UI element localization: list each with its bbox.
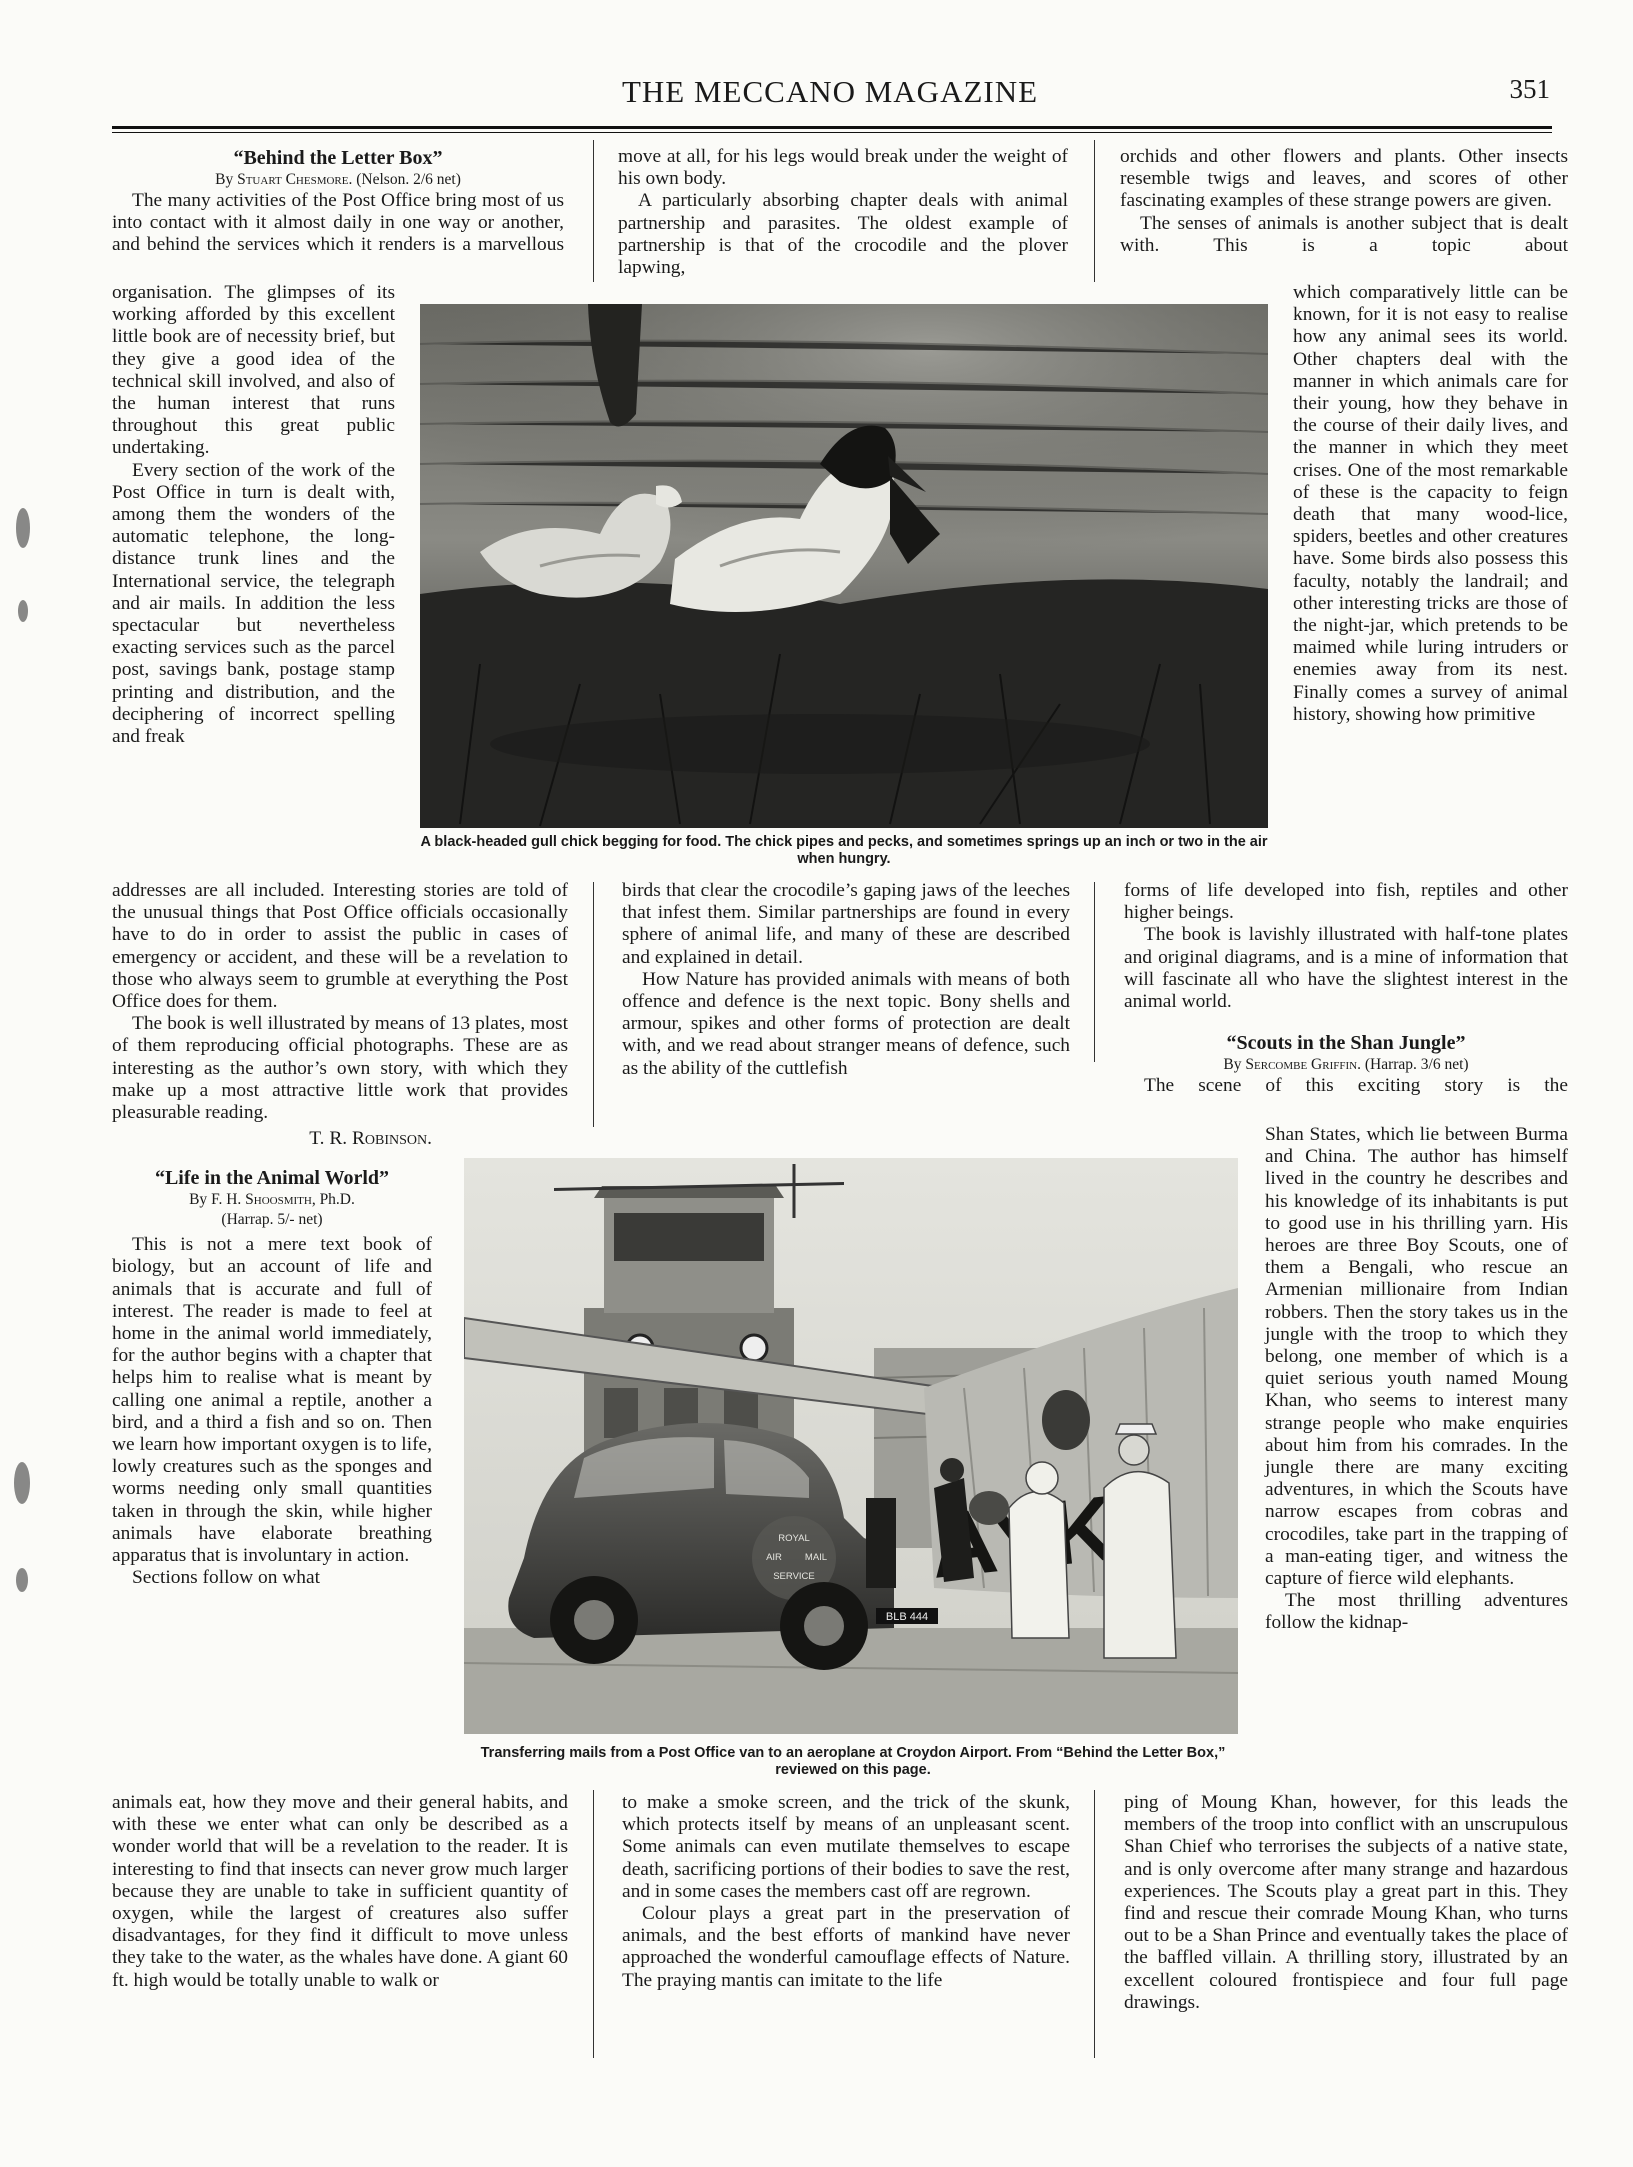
gull-photo-art: [420, 304, 1268, 828]
paragraph: Colour plays a great part in the preservation of animals, and the best efforts of mankind have never approached the wonderful camouflage effects of Nature. The praying mantis can imitate to the life: [622, 1903, 1070, 1991]
column-1-bottom: [112, 1792, 568, 1992]
punch-hole-mark: [18, 600, 28, 622]
paragraph: How Nature has provided animals with means of both offence and defence is the next topic. Bony shells and armour, spikes and other forms of protection are dealt with, and we read about stranger means of defence, such as the ability of the cuttlefish: [622, 968, 1070, 1079]
van-lettering-service: SERVICE: [773, 1571, 815, 1582]
paragraph: Sections follow on what: [132, 1567, 320, 1589]
magazine-title: THE MECCANO MAGAZINE: [621, 74, 1039, 109]
column-2-middle: [622, 880, 1070, 1080]
paragraph: animals eat, how they move and their general habits, and with these we enter what can only be described as a wonder world that will be a revelation to the reader. It is interesting to find that insects can never grow much larger because they are unable to take in sufficient quantity of oxygen, while the largest of creatures also suffer disadvantages, for they find it difficult to move unless they take to the water, as the whales have done. A giant 60 ft. high would be totally unable to walk or: [112, 1792, 568, 1991]
airport-caption: Transferring mails from a Post Office van to an aeroplane at Croydon Airport. From “Behind the Letter Box,” reviewed on this page.: [480, 1745, 1226, 1778]
column-3-narrow: [1293, 282, 1568, 726]
column-3-top: [1120, 146, 1568, 257]
reviewer-signature: T. R. Robinson.: [309, 1128, 432, 1149]
paragraph: This is not a mere text book of biology, but an account of life and animals that is accurate and full of interest. The reader is made to feel at home in the animal world immediately, for the author begins with a chapter that helps him to realise what is meant by calling one animal a reptile, another a bird, and a third a fish and so on. Then we learn how important oxygen is to life, lowly creatures such as the sponges and worms needing only small quantities taken in through the skin, while higher animals have elaborate breathing apparatus that is involuntary in action.: [112, 1234, 432, 1567]
column-2-bottom: [622, 1792, 1070, 1992]
paragraph: The senses of animals is another subject that is dealt with. This is a topic about: [1120, 212, 1568, 256]
van-lettering-air: AIR: [766, 1552, 782, 1563]
review-title-animal-world: “Life in the Animal World”: [154, 1167, 390, 1190]
publisher-animal-world: (Harrap. 5/- net): [221, 1211, 323, 1229]
paragraph: addresses are all included. Interesting stories are told of the unusual things that Post Office officials occasionally have to do in order to assist the public in cases of emergency or accident, and these will be a revelation to those who always seem to grumble at everything the Post Office does for them.: [112, 880, 568, 1013]
paragraph: The many activities of the Post Office bring most of us into contact with it almost daily in one way or another, and behind the services which it renders is a marvellous: [112, 190, 564, 256]
paragraph: which comparatively little can be known, for it is not easy to realise how any animal sees its world. Other chapters deal with the manner in which animals care for their young, how they behave in the course of their daily lives, and the manner in which they meet crises. One of the most remarkable of these is the capacity to feign death that many wood-lice, spiders, beetles and other creatures have. Some birds also possess this faculty, notably the landrail; and other interesting tricks are those of the night-jar, which pretends to be maimed while luring intruders or enemies away from its nest. Finally comes a survey of animal history, showing how primitive: [1293, 282, 1568, 725]
paragraph: birds that clear the crocodile’s gaping jaws of the leeches that infest them. Similar partnerships are found in every sphere of animal life, and many of these are described and explained in detail.: [622, 880, 1070, 968]
column-3-bottom: [1124, 1792, 1568, 2014]
column-2-top: [618, 146, 1068, 279]
page-number: 351: [1509, 74, 1550, 104]
byline-shan-jungle: By Sercombe Griffin. (Harrap. 3/6 net): [1223, 1056, 1469, 1074]
column-1-middle: [112, 880, 568, 1124]
column-3-narrow-2: [1265, 1124, 1568, 1635]
paragraph: The scene of this exciting story is the: [1144, 1075, 1568, 1097]
column-rule: [593, 882, 594, 1127]
header-rule-thin: [112, 132, 1552, 133]
column-rule: [593, 140, 594, 282]
column-rule: [1094, 882, 1095, 1062]
header-rule: [112, 126, 1552, 129]
review-title-letter-box: “Behind the Letter Box”: [233, 147, 443, 169]
airport-photo-art: [464, 1158, 1238, 1734]
paragraph: to make a smoke screen, and the trick of the skunk, which protects itself by means of an unpleasant scent. Some animals can even mutilate themselves to escape death, sacrificing portions of their bodies to save the rest, and in some cases the members cast off are regrown.: [622, 1792, 1070, 1902]
paragraph: organisation. The glimpses of its working afforded by this excellent little book are of necessity brief, but they give a good idea of the technical skill involved, and also of the human interest that runs throughout this great public undertaking.: [112, 282, 395, 459]
paragraph: forms of life developed into fish, reptiles and other higher beings.: [1124, 880, 1568, 924]
punch-hole-mark: [16, 508, 30, 548]
van-number-plate: BLB 444: [885, 1611, 929, 1623]
paragraph: orchids and other flowers and plants. Other insects resemble twigs and leaves, and scores of other fascinating examples of these strange powers are given.: [1120, 146, 1568, 212]
column-rule: [1094, 1790, 1095, 2058]
paragraph: The most thrilling adventures follow the kidnap-: [1265, 1590, 1568, 1634]
column-rule: [1094, 140, 1095, 282]
byline-animal-world: By F. H. Shoosmith, Ph.D.: [189, 1191, 355, 1209]
airport-photograph: [464, 1158, 1238, 1734]
gull-caption: A black-headed gull chick begging for food. The chick pipes and pecks, and sometimes springs up an inch or two in the air when hungry.: [420, 834, 1268, 867]
paragraph: A particularly absorbing chapter deals with animal partnership and parasites. The oldest example of partnership is that of the crocodile and the plover lapwing,: [618, 190, 1068, 279]
running-head: [110, 74, 1550, 124]
column-rule: [593, 1790, 594, 2058]
author-name: Stuart Chesmore: [237, 171, 349, 188]
van-lettering-mail: MAIL: [804, 1552, 828, 1563]
column-1-narrow-2: [112, 1128, 432, 1589]
column-1-top: [112, 146, 564, 257]
paragraph: Shan States, which lie between Burma and China. The author has himself lived in the country he describes and his knowledge of its inhabitants is put to good use in his thrilling yarn. His heroes are three Boy Scouts, one of them a Bengali, who rescue an Armenian millionaire from Indian robbers. Then the story takes us in the jungle with the troop to which they belong, one member of which is a quiet serious youth named Moung Khan, who seems to interest many strange people who make enquiries about him from his comrades. In the jungle there are many exciting adventures, in which the Scouts have narrow escapes from cobras and crocodiles, take part in the trapping of a man-eating tiger, and witness the capture of fierce wild elephants.: [1265, 1124, 1568, 1590]
paragraph: Every section of the work of the Post Office in turn is dealt with, among them the wonders of the automatic telephone, the long-distance trunk lines and the International service, the telegraph and air mails. In addition the less spectacular but nevertheless exacting services such as the parcel post, savings bank, postage stamp printing and distribution, and the deciphering of incorrect spelling and freak: [112, 459, 395, 748]
paragraph: The book is well illustrated by means of 13 plates, most of them reproducing official photographs. These are as interesting as the author’s own story, with which they make up a most attractive little work that provides pleasurable reading.: [112, 1013, 568, 1124]
review-title-shan-jungle: “Scouts in the Shan Jungle”: [1226, 1032, 1466, 1055]
van-lettering-royal: ROYAL: [778, 1533, 810, 1544]
punch-hole-mark: [14, 1462, 30, 1504]
paragraph: ping of Moung Khan, however, for this leads the members of the troop into conflict with an unscrupulous Shan Chief who terrorises the subjects of a native state, and is only overcome after many strange and hazardous experiences. The Scouts play a great part in this. They find and rescue their comrade Moung Khan, who turns out to be a Shan Prince and eventually takes the place of the baffled villain. A thrilling story, illustrated by an excellent coloured frontispiece and four full page drawings.: [1124, 1792, 1568, 2013]
gull-photograph: [420, 304, 1268, 828]
paragraph: move at all, for his legs would break under the weight of his own body.: [618, 146, 1068, 190]
column-3-middle: [1124, 880, 1568, 1097]
byline-letter-box: By Stuart Chesmore. (Nelson. 2/6 net): [215, 171, 461, 188]
column-1-narrow: [112, 282, 395, 748]
punch-hole-mark: [16, 1568, 28, 1592]
paragraph: The book is lavishly illustrated with half-tone plates and original diagrams, and is a mine of information that will fascinate all who have the slightest interest in the animal world.: [1124, 924, 1568, 1013]
